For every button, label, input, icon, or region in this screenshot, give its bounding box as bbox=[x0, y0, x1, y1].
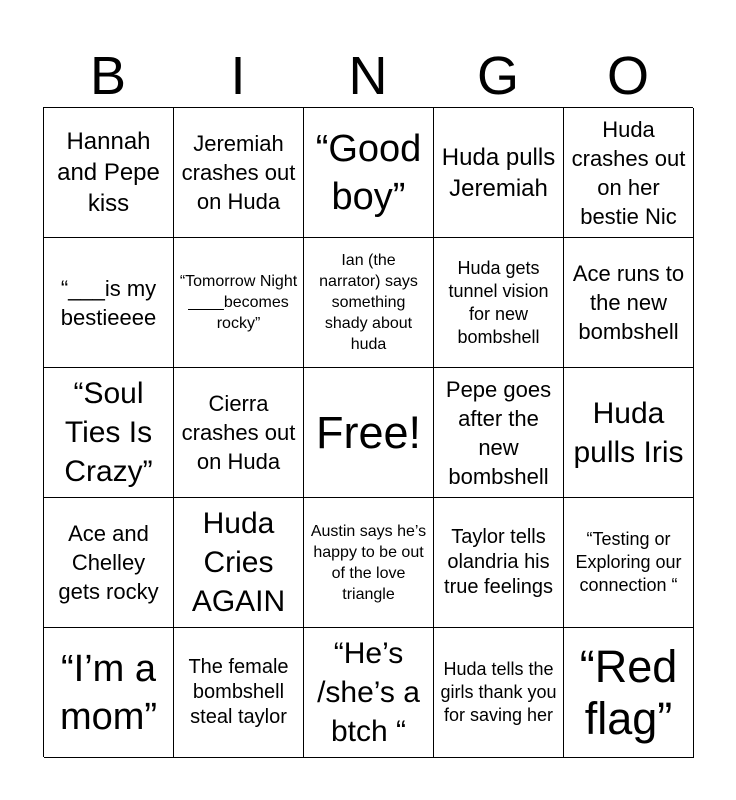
bingo-header bbox=[43, 46, 693, 106]
cell-text: “Testing or Exploring our connection “ bbox=[575, 529, 682, 595]
cell-text: Huda pulls Jeremiah bbox=[441, 143, 556, 202]
cell-text: Ace and Chelley gets rocky bbox=[58, 521, 159, 604]
cell-text: “He’s /she’s a btch “ bbox=[317, 637, 420, 748]
bingo-cell[interactable] bbox=[564, 108, 694, 238]
header-letter-n: N bbox=[348, 46, 388, 106]
cell-text: Hannah and Pepe kiss bbox=[57, 128, 160, 217]
header-letter-g: G bbox=[476, 46, 519, 106]
bingo-cell[interactable] bbox=[434, 368, 564, 498]
cell-text: Ian (the narrator) says something shady about huda bbox=[319, 252, 418, 353]
cell-text: “Tomorrow Night ____becomes rocky” bbox=[179, 273, 298, 332]
cell-text: Cierra crashes out on Huda bbox=[181, 391, 296, 474]
cell-text: Huda Cries AGAIN bbox=[191, 507, 286, 618]
bingo-cell[interactable] bbox=[564, 628, 694, 758]
bingo-cell[interactable] bbox=[564, 238, 694, 368]
bingo-cell[interactable] bbox=[44, 238, 174, 368]
bingo-cell[interactable] bbox=[44, 498, 174, 628]
bingo-cell[interactable] bbox=[564, 368, 694, 498]
cell-text: “Red flag” bbox=[579, 640, 678, 744]
bingo-cell[interactable] bbox=[44, 108, 174, 238]
bingo-cell[interactable] bbox=[564, 498, 694, 628]
cell-text: “Good boy” bbox=[315, 127, 422, 218]
bingo-cell[interactable] bbox=[44, 368, 174, 498]
cell-text: Free! bbox=[315, 406, 422, 458]
cell-text: Jeremiah crashes out on Huda bbox=[181, 131, 296, 214]
cell-text: Huda crashes out on her bestie Nic bbox=[571, 116, 686, 229]
bingo-cell[interactable] bbox=[434, 498, 564, 628]
cell-text: “___is my bestieeee bbox=[60, 275, 157, 330]
bingo-cell[interactable] bbox=[174, 368, 304, 498]
bingo-grid bbox=[43, 107, 693, 757]
cell-text: The female bombshell steal taylor bbox=[188, 656, 289, 728]
bingo-cell[interactable] bbox=[44, 628, 174, 758]
cell-text: “Soul Ties Is Crazy” bbox=[64, 377, 153, 488]
bingo-cell[interactable] bbox=[174, 498, 304, 628]
bingo-cell[interactable] bbox=[174, 238, 304, 368]
bingo-cell[interactable] bbox=[304, 628, 434, 758]
header-letter-b: B bbox=[89, 46, 127, 106]
bingo-cell[interactable] bbox=[174, 108, 304, 238]
bingo-cell[interactable] bbox=[174, 628, 304, 758]
bingo-cell[interactable] bbox=[304, 498, 434, 628]
cell-text: Pepe goes after the new bombshell bbox=[445, 376, 552, 489]
bingo-cell[interactable] bbox=[304, 238, 434, 368]
bingo-free-cell[interactable] bbox=[304, 368, 434, 498]
header-letter-i: I bbox=[230, 46, 246, 106]
cell-text: Austin says he’s happy to be out of the love triangle bbox=[310, 522, 427, 603]
header-letter-o: O bbox=[606, 46, 649, 106]
bingo-cell[interactable] bbox=[304, 108, 434, 238]
cell-text: Huda tells the girls thank you for saving her bbox=[440, 659, 557, 725]
cell-text: Huda pulls Iris bbox=[573, 396, 684, 469]
bingo-cell[interactable] bbox=[434, 238, 564, 368]
cell-text: Ace runs to the new bombshell bbox=[572, 261, 685, 344]
cell-text: “I’m a mom” bbox=[59, 647, 158, 738]
bingo-cell[interactable] bbox=[434, 628, 564, 758]
cell-text: Taylor tells olandria his true feelings bbox=[444, 526, 553, 598]
cell-text: Huda gets tunnel vision for new bombshell bbox=[448, 257, 549, 347]
bingo-cell[interactable] bbox=[434, 108, 564, 238]
